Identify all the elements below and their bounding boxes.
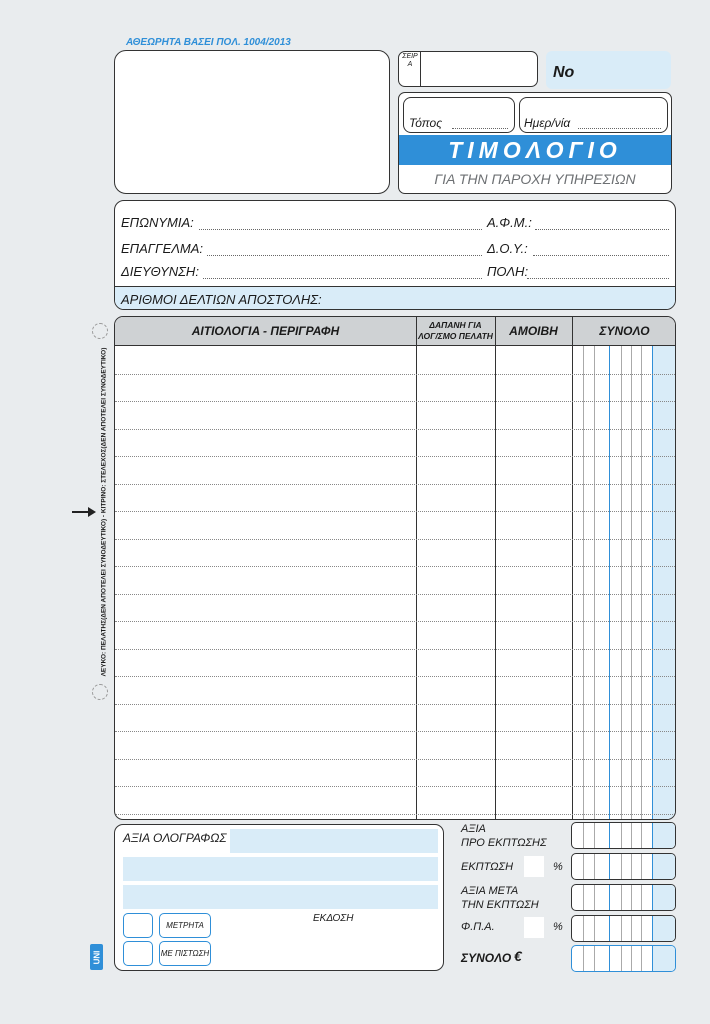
table-rows bbox=[115, 346, 675, 819]
title-band bbox=[399, 135, 671, 165]
arrow-head bbox=[88, 507, 96, 517]
table-row[interactable] bbox=[115, 621, 675, 622]
amount-words-field-2[interactable] bbox=[123, 857, 438, 881]
discount-label: ΕΚΠΤΩΣΗ bbox=[461, 861, 514, 873]
amount-words-label: ΑΞΙΑ ΟΛΟΓΡΑΦΩΣ bbox=[123, 831, 227, 845]
value-after-discount-box[interactable] bbox=[571, 884, 676, 911]
vat-rate-field[interactable] bbox=[524, 917, 544, 938]
city-label: ΠΟΛΗ: bbox=[487, 264, 529, 279]
number-label: No bbox=[553, 64, 575, 81]
date-field[interactable] bbox=[519, 97, 668, 133]
grand-total-label: ΣΥΝΟΛΟ bbox=[461, 951, 512, 965]
cash-label: ΜΕΤΡΗΤΑ bbox=[166, 921, 204, 930]
vat-label: Α.Φ.Μ.: bbox=[487, 215, 532, 230]
vat-field[interactable] bbox=[535, 229, 669, 230]
col-total-header: ΣΥΝΟΛΟ bbox=[599, 324, 650, 338]
city-field[interactable] bbox=[527, 278, 669, 279]
title-block bbox=[398, 92, 672, 194]
col-expense-line1: ΔΑΠΑΝΗ ΓΙΑ bbox=[429, 320, 482, 330]
table-row[interactable] bbox=[115, 649, 675, 650]
credit-label: ΜΕ ΠΙΣΤΩΣΗ bbox=[160, 949, 210, 958]
tax-office-label: Δ.Ο.Υ.: bbox=[487, 241, 528, 256]
table-row[interactable] bbox=[115, 786, 675, 787]
document-subtitle: ΓΙΑ ΤΗΝ ΠΑΡΟΧΗ ΥΠΗΡΕΣΙΩΝ bbox=[434, 171, 636, 187]
place-label: Τόπος bbox=[409, 116, 443, 130]
uni-logo-text: UNI bbox=[92, 950, 101, 964]
tax-office-field[interactable] bbox=[533, 255, 669, 256]
profession-field[interactable] bbox=[207, 255, 482, 256]
table-row[interactable] bbox=[115, 676, 675, 677]
discount-box[interactable] bbox=[571, 853, 676, 880]
header-note: ΑΘΕΩΡΗΤΑ ΒΑΣΕΙ ΠΟΛ. 1004/2013 bbox=[126, 37, 291, 48]
col-description-header: ΑΙΤΙΟΛΟΓΙΑ - ΠΕΡΙΓΡΑΦΗ bbox=[191, 324, 340, 338]
table-row[interactable] bbox=[115, 814, 675, 815]
place-field[interactable] bbox=[403, 97, 515, 133]
table-row[interactable] bbox=[115, 511, 675, 512]
cash-checkbox[interactable] bbox=[123, 913, 153, 938]
document-title: ΤΙΜΟΛΟΓΙΟ bbox=[448, 136, 622, 163]
vat-rate-label: Φ.Π.Α. bbox=[461, 921, 495, 933]
value-after-discount-label: ΑΞΙΑ ΜΕΤΑ ΤΗΝ ΕΚΠΤΩΣΗ bbox=[461, 885, 539, 911]
items-table bbox=[114, 316, 676, 820]
table-row[interactable] bbox=[115, 731, 675, 732]
series-label: ΣΕΙΡΑ bbox=[402, 53, 418, 68]
delivery-notes-label: ΑΡΙΘΜΟΙ ΔΕΛΤΙΩΝ ΑΠΟΣΤΟΛΗΣ: bbox=[121, 292, 322, 307]
euro-icon: € bbox=[514, 948, 522, 964]
amount-words-field-1[interactable] bbox=[230, 829, 438, 853]
issue-label: ΕΚΔΟΣΗ bbox=[313, 913, 354, 924]
table-row[interactable] bbox=[115, 401, 675, 402]
table-row[interactable] bbox=[115, 566, 675, 567]
vat-box[interactable] bbox=[571, 915, 676, 942]
table-row[interactable] bbox=[115, 759, 675, 760]
series-box bbox=[398, 51, 538, 87]
uni-logo bbox=[90, 944, 103, 970]
value-before-discount-label: ΑΞΙΑ ΠΡΟ ΕΚΠΤΩΣΗΣ bbox=[461, 823, 547, 849]
profession-label: ΕΠΑΓΓΕΛΜΑ: bbox=[121, 241, 204, 256]
credit-checkbox[interactable] bbox=[123, 941, 153, 966]
discount-percent: % bbox=[553, 861, 563, 873]
date-label: Ημερ/νία bbox=[524, 116, 571, 130]
issuer-box bbox=[114, 50, 390, 194]
value-before-discount-box[interactable] bbox=[571, 822, 676, 849]
discount-rate-field[interactable] bbox=[524, 856, 544, 877]
table-row[interactable] bbox=[115, 429, 675, 430]
col-expense-line2: ΛΟΓ/ΣΜΟ ΠΕΛΑΤΗ bbox=[418, 331, 493, 341]
credit-option bbox=[159, 941, 211, 966]
cash-option bbox=[159, 913, 211, 938]
table-row[interactable] bbox=[115, 704, 675, 705]
punch-hole-bottom bbox=[92, 684, 108, 700]
table-row[interactable] bbox=[115, 374, 675, 375]
amount-words-field-3[interactable] bbox=[123, 885, 438, 909]
copy-side-note: ΛΕΥΚΟ: ΠΕΛΑΤΗΣ(ΔΕΝ ΑΠΟΤΕΛΕΙ ΣΥΝΟΔΕΥΤΙΚΟ) - ΚΙΤΡΙΝΟ: ΣΤΕΛΕΧΟΣ(ΔΕΝ ΑΠΟΤΕΛΕΙ ΣΥΝΟΔΕΥΤΙΚΟ) bbox=[100, 347, 108, 677]
col-expense-header bbox=[416, 317, 495, 345]
table-row[interactable] bbox=[115, 539, 675, 540]
table-row[interactable] bbox=[115, 456, 675, 457]
punch-hole-top bbox=[92, 323, 108, 339]
col-fee-header: ΑΜΟΙΒΗ bbox=[509, 324, 558, 338]
grand-total-box[interactable] bbox=[571, 945, 676, 972]
amount-words-box bbox=[114, 824, 444, 971]
vat-percent: % bbox=[553, 921, 563, 933]
address-field[interactable] bbox=[203, 278, 482, 279]
name-label: ΕΠΩΝΥΜΙΑ: bbox=[121, 215, 194, 230]
delivery-notes-band[interactable] bbox=[115, 286, 675, 310]
name-field[interactable] bbox=[199, 229, 482, 230]
customer-box bbox=[114, 200, 676, 310]
address-label: ΔΙΕΥΘΥΝΣΗ: bbox=[121, 264, 199, 279]
table-row[interactable] bbox=[115, 594, 675, 595]
table-row[interactable] bbox=[115, 484, 675, 485]
